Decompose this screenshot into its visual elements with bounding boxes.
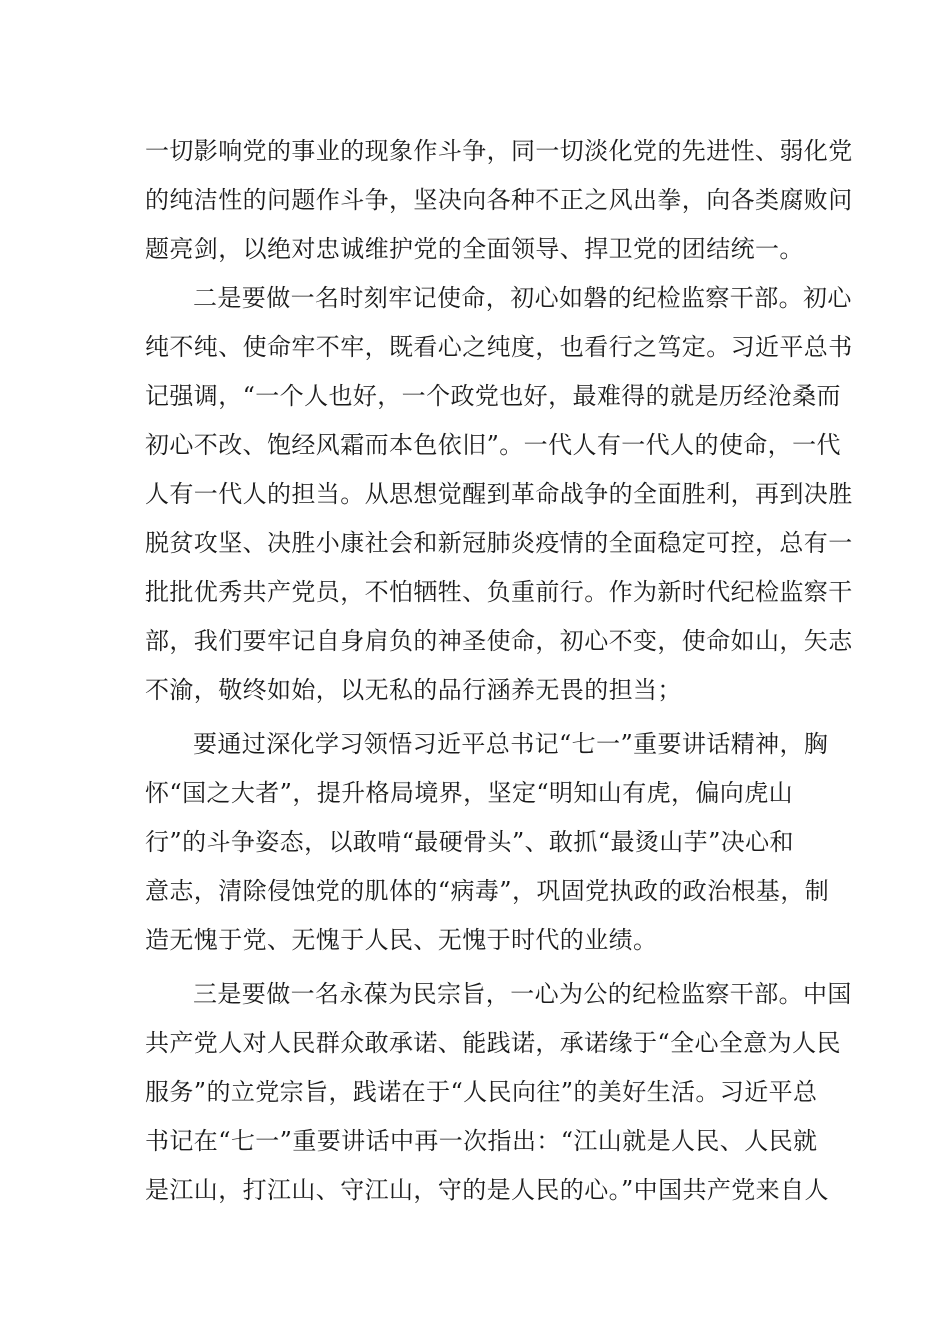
text-line: 造无愧于党、无愧于人民、无愧于时代的业绩。 (145, 926, 658, 954)
paragraph-start-line: 三是要做一名永葆为民宗旨，一心为公的纪检监察干部。中国 (193, 980, 852, 1008)
text-line: 意志，清除侵蚀党的肌体的“病毒”，巩固党执政的政治根基，制 (145, 877, 830, 905)
text-line: 行”的斗争姿态，以敢啃“最硬骨头”、敢抓“最烫山芋”决心和 (145, 828, 794, 856)
text-line: 书记在“七一”重要讲话中再一次指出：“江山就是人民、人民就 (145, 1127, 818, 1155)
paragraph-start-line: 二是要做一名时刻牢记使命，初心如磐的纪检监察干部。初心 (193, 284, 852, 312)
text-line: 的纯洁性的问题作斗争，坚决向各种不正之风出拳，向各类腐败问 (145, 186, 853, 214)
text-line: 题亮剑，以绝对忠诚维护党的全面领导、捍卫党的团结统一。 (145, 235, 804, 263)
text-line: 脱贫攻坚、决胜小康社会和新冠肺炎疫情的全面稳定可控，总有一 (145, 529, 853, 557)
text-line: 不渝，敬终如始，以无私的品行涵养无畏的担当； (145, 676, 682, 704)
text-line: 批批优秀共产党员，不怕牺牲、负重前行。作为新时代纪检监察干 (145, 578, 853, 606)
text-line: 记强调，“一个人也好，一个政党也好，最难得的就是历经沧桑而 (145, 382, 841, 410)
text-line: 共产党人对人民群众敢承诺、能践诺，承诺缘于“全心全意为人民 (145, 1029, 841, 1057)
text-line: 纯不纯、使命牢不牢，既看心之纯度，也看行之笃定。习近平总书 (145, 333, 853, 361)
text-line: 一切影响党的事业的现象作斗争，同一切淡化党的先进性、弱化党 (145, 137, 853, 165)
text-line: 人有一代人的担当。从思想觉醒到革命战争的全面胜利，再到决胜 (145, 480, 853, 508)
text-line: 初心不改、饱经风霜而本色依旧”。一代人有一代人的使命，一代 (145, 431, 841, 459)
text-line: 怀“国之大者”，提升格局境界，坚定“明知山有虎，偏向虎山 (145, 779, 794, 807)
text-line: 是江山，打江山、守江山，守的是人民的心。”中国共产党来自人 (145, 1176, 829, 1204)
paragraph-start-line: 要通过深化学习领悟习近平总书记“七一”重要讲话精神，胸 (193, 730, 829, 758)
text-line: 部，我们要牢记自身肩负的神圣使命，初心不变，使命如山，矢志 (145, 627, 853, 655)
text-line: 服务”的立党宗旨，践诺在于“人民向往”的美好生活。习近平总 (145, 1078, 818, 1106)
